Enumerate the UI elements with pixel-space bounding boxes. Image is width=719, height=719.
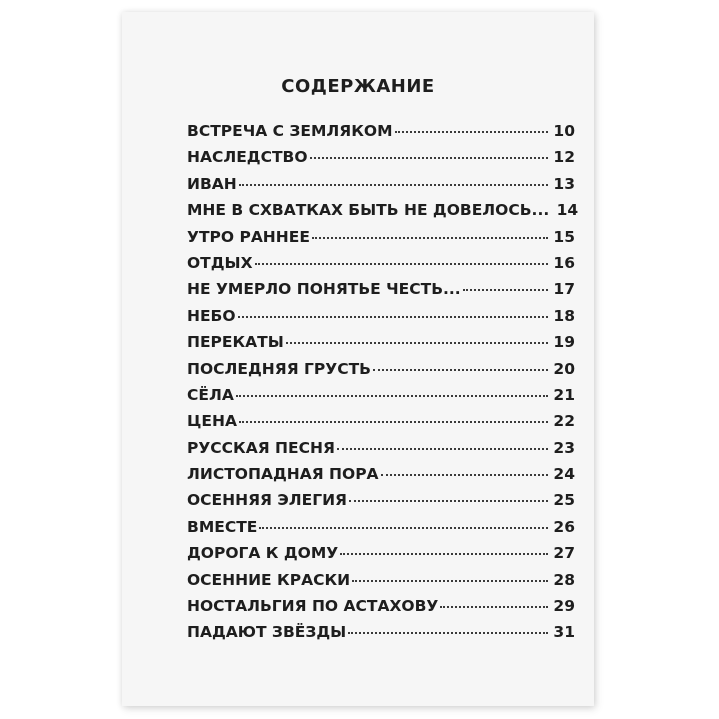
toc-entry-title: ОСЕННЯЯ ЭЛЕГИЯ <box>187 491 347 510</box>
dot-leader <box>463 289 548 291</box>
toc-entry <box>187 280 575 306</box>
toc-entry-page-number: 19 <box>553 333 575 352</box>
dot-leader <box>352 580 548 582</box>
toc-entry <box>187 491 575 517</box>
dot-leader <box>310 157 548 159</box>
toc-entry-title: НОСТАЛЬГИЯ ПО АСТАХОВУ <box>187 597 439 616</box>
toc-entry-title: НЕ УМЕРЛО ПОНЯТЬЕ ЧЕСТЬ... <box>187 280 461 299</box>
toc-entry <box>187 175 575 201</box>
toc-entry-title: СЁЛА <box>187 385 234 404</box>
toc-entry <box>187 571 575 597</box>
toc-entry <box>187 122 575 148</box>
dot-leader <box>312 237 548 239</box>
toc-entry-title: УТРО РАННЕЕ <box>187 227 310 246</box>
toc-entry-page-number: 22 <box>553 412 575 431</box>
dot-leader <box>440 606 548 608</box>
toc-entry-page-number: 15 <box>553 227 575 246</box>
table-of-contents <box>187 122 579 650</box>
dot-leader <box>255 263 548 265</box>
dot-leader <box>286 342 548 344</box>
toc-entry <box>187 307 575 333</box>
toc-entry-page-number: 20 <box>553 359 575 378</box>
dot-leader <box>337 448 548 450</box>
toc-entry <box>187 544 575 570</box>
dot-leader <box>239 421 548 423</box>
toc-entry-page-number: 10 <box>553 122 575 140</box>
toc-entry-page-number: 18 <box>553 306 575 325</box>
dot-leader <box>238 316 548 318</box>
toc-entry <box>187 465 575 491</box>
dot-leader <box>348 632 548 634</box>
toc-entry-page-number: 31 <box>553 623 575 642</box>
dot-leader <box>373 369 548 371</box>
toc-entry <box>187 386 575 412</box>
toc-entry <box>187 254 575 280</box>
toc-entry-title: ЦЕНА <box>187 412 237 431</box>
toc-entry-title: ПАДАЮТ ЗВЁЗДЫ <box>187 623 347 642</box>
toc-entry-page-number: 29 <box>553 597 575 616</box>
toc-entry-page-number: 26 <box>553 517 575 536</box>
toc-entry <box>187 518 575 544</box>
toc-entry <box>187 228 575 254</box>
toc-entry <box>187 597 575 623</box>
toc-entry <box>187 623 575 649</box>
toc-entry-page-number: 28 <box>553 570 575 589</box>
book-page <box>122 12 594 706</box>
toc-entry-title: МНЕ В СХВАТКАХ БЫТЬ НЕ ДОВЕЛОСЬ... <box>187 201 550 220</box>
toc-entry-title: ЛИСТОПАДНАЯ ПОРА <box>187 465 379 484</box>
dot-leader <box>239 184 548 186</box>
toc-entry-title: ИВАН <box>187 174 237 193</box>
toc-entry-page-number: 23 <box>553 438 575 457</box>
toc-entry-title: ПЕРЕКАТЫ <box>187 333 284 352</box>
toc-entry-page-number: 13 <box>553 174 575 193</box>
toc-entry-page-number: 12 <box>553 148 575 167</box>
toc-entry-title: НЕБО <box>187 306 236 325</box>
toc-entry-title: ОТДЫХ <box>187 253 253 272</box>
toc-entry <box>187 439 575 465</box>
dot-leader <box>236 395 548 397</box>
dot-leader <box>259 527 548 529</box>
toc-entry <box>187 201 579 227</box>
dot-leader <box>349 500 548 502</box>
toc-entry-title: ВМЕСТЕ <box>187 517 258 536</box>
toc-entry-page-number: 16 <box>553 253 575 272</box>
toc-entry <box>187 148 575 174</box>
dot-leader <box>395 131 548 133</box>
toc-entry-page-number: 24 <box>553 465 575 484</box>
toc-entry-page-number: 17 <box>553 280 575 299</box>
toc-entry-title: ВСТРЕЧА С ЗЕМЛЯКОМ <box>187 122 393 140</box>
toc-entry-title: НАСЛЕДСТВО <box>187 148 308 167</box>
toc-entry-title: ОСЕННИЕ КРАСКИ <box>187 570 351 589</box>
toc-entry-page-number: 14 <box>556 201 579 220</box>
toc-entry <box>187 333 575 359</box>
toc-entry-title: ПОСЛЕДНЯЯ ГРУСТЬ <box>187 359 371 378</box>
toc-entry-page-number: 21 <box>553 385 575 404</box>
toc-entry-title: ДОРОГА К ДОМУ <box>187 544 339 563</box>
dot-leader <box>340 553 548 555</box>
toc-entry-page-number: 25 <box>553 491 575 510</box>
page-title: СОДЕРЖАНИЕ <box>281 76 435 97</box>
toc-entry <box>187 412 575 438</box>
toc-entry <box>187 360 575 386</box>
toc-entry-title: РУССКАЯ ПЕСНЯ <box>187 438 335 457</box>
toc-entry-page-number: 27 <box>553 544 575 563</box>
dot-leader <box>381 474 548 476</box>
